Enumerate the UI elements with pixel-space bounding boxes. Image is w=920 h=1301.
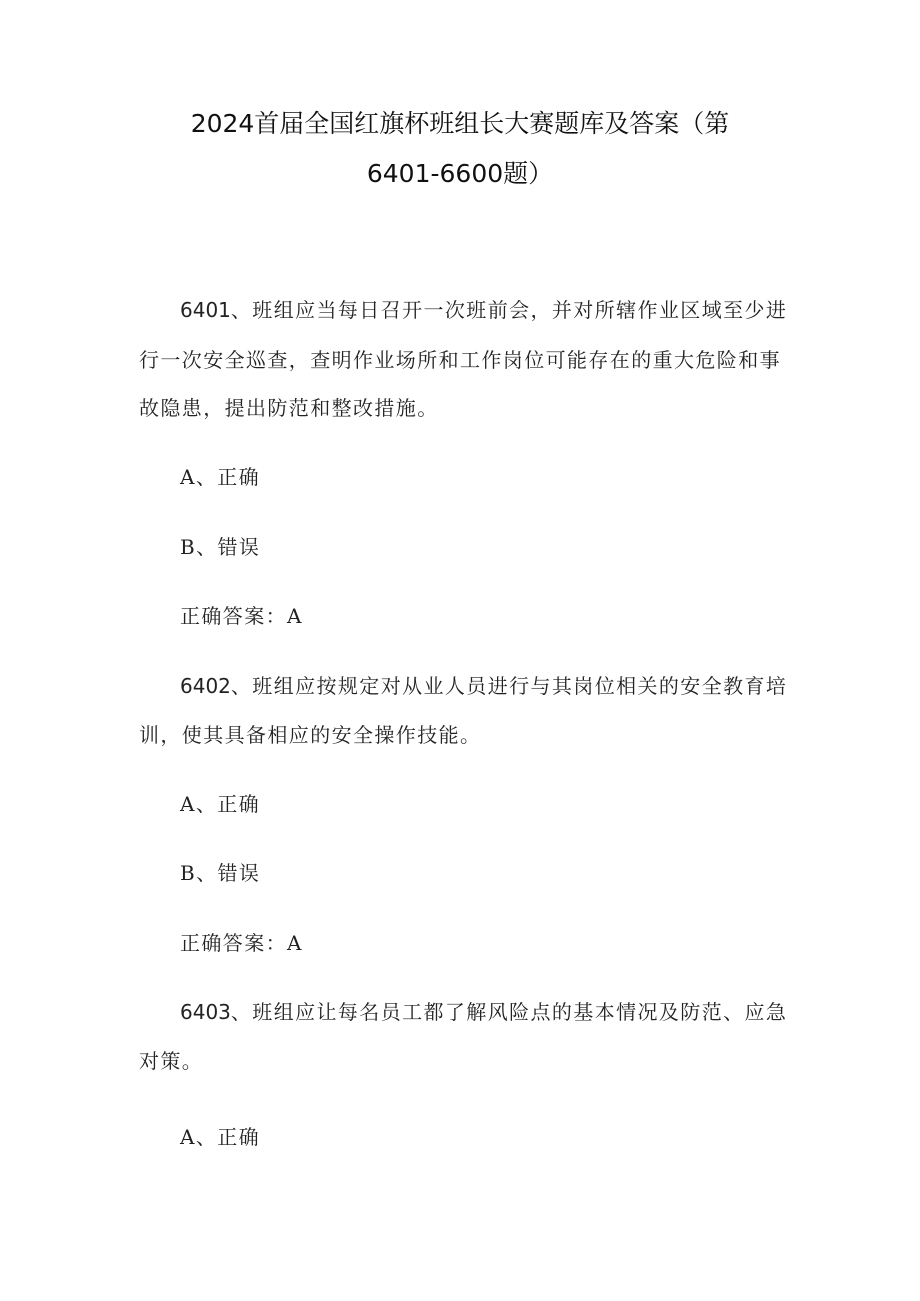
question-text-line: 行一次安全巡查，查明作业场所和工作岗位可能存在的重大危险和事 bbox=[139, 348, 781, 372]
option-a: A、正确 bbox=[180, 465, 261, 489]
option-b: B、错误 bbox=[180, 861, 261, 885]
option-a: A、正确 bbox=[180, 1125, 261, 1149]
option-b: B、错误 bbox=[180, 535, 261, 559]
question-number: 6401 bbox=[180, 298, 231, 322]
question-text-line: 训，使其具备相应的安全操作技能。 bbox=[139, 723, 482, 747]
question-text-line: 6402、班组应按规定对从业人员进行与其岗位相关的安全教育培 bbox=[180, 674, 788, 698]
question-number: 6403 bbox=[180, 1000, 231, 1024]
document-title-line-2: 6401-6600题） bbox=[366, 159, 554, 188]
correct-answer: 正确答案：A bbox=[180, 604, 303, 628]
question-text-line: 对策。 bbox=[139, 1049, 204, 1073]
correct-answer: 正确答案：A bbox=[180, 931, 303, 955]
question-text-line: 6403、班组应让每名员工都了解风险点的基本情况及防范、应急 bbox=[180, 1000, 788, 1024]
question-text-line: 故隐患，提出防范和整改措施。 bbox=[139, 396, 439, 420]
option-a: A、正确 bbox=[180, 792, 261, 816]
question-text-line: 6401、班组应当每日召开一次班前会，并对所辖作业区域至少进 bbox=[180, 298, 788, 322]
question-number: 6402 bbox=[180, 674, 231, 698]
document-title-line-1: 2024首届全国红旗杯班组长大赛题库及答案（第 bbox=[190, 109, 730, 138]
